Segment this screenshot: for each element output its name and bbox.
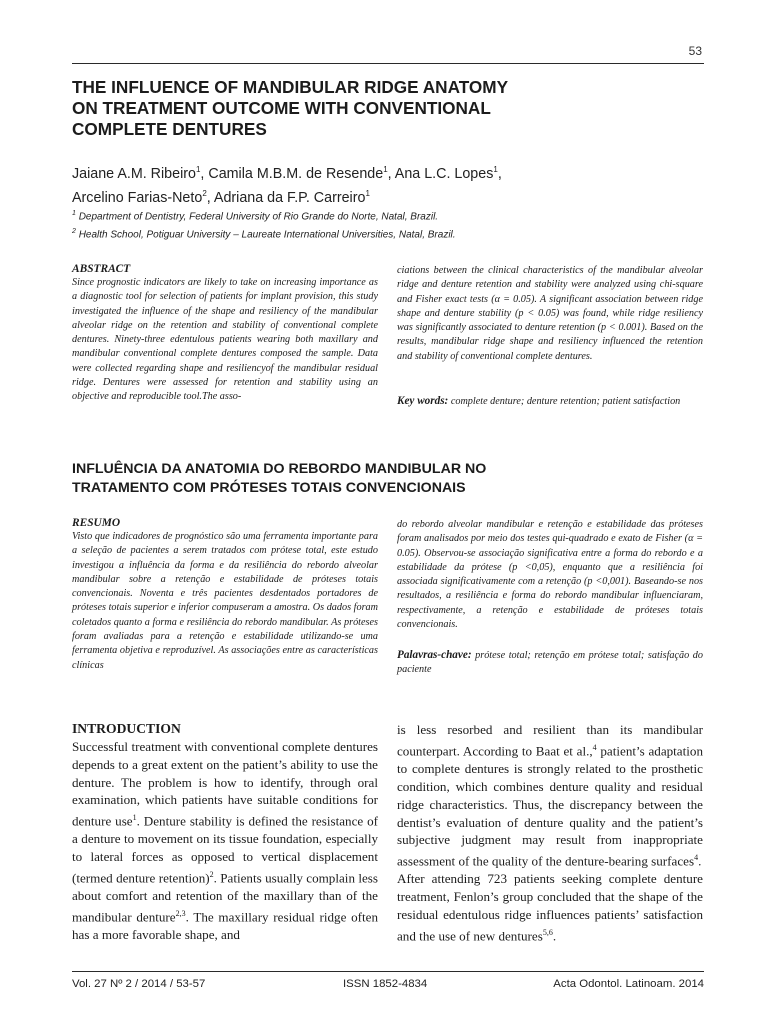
affiliation-text: Department of Dentistry, Federal University of Rio Grande do Norte, Natal, Brazil. (78, 211, 439, 223)
title-line: THE INFLUENCE OF MANDIBULAR RIDGE ANATOMY (72, 77, 509, 97)
affiliation (72, 224, 692, 242)
author-separator: , (206, 189, 214, 206)
author-affiliation-mark: 1 (383, 165, 388, 174)
affiliation-mark: 1 (72, 210, 76, 217)
title-line: ON TREATMENT OUTCOME WITH CONVENTIONAL (72, 98, 491, 118)
author-name: Arcelino Farias-Neto (72, 189, 203, 206)
author-separator: , (497, 165, 502, 182)
author-separator: , (387, 165, 395, 182)
intro-text: patient’s adaptation to complete dentures is strongly related to the prosthetic condition, which combines denture quality and residual ridge characteristics. Thus, the discrepancy between the dentist’s evaluation of denture quality and the patient’s subjective judgment may result from inappropriate assessment of the quality of the denture-bearing surfaces (397, 743, 703, 869)
palavras-chave (397, 648, 706, 678)
abstract-text-left: Since prognostic indicators are likely to take on increasing importance as a diagnostic tool for selection of patients for implant provision, this study investigated the influence of the shape and resiliency of the mandibular alveolar ridge on the retention and stability of conventional complete dentures. Ninety-three edentulous patients wearing both maxillary and mandibular conventional complete dentures composed the sample. Data were collected regarding shape and resiliencyof the mandibular residual ridge. Dentures were assessed for retention and stability using an objective and reproducible tool.The asso- (72, 277, 378, 403)
citation: 2 (209, 870, 214, 880)
affiliation (72, 206, 692, 224)
citation: 4 (694, 853, 699, 863)
paragraph (397, 870, 703, 945)
intro-text: . Patients usually complain less about comfort and retention of the maxillary than of the mandibular denture (72, 870, 378, 925)
citation: 4 (592, 742, 597, 752)
citation: 1 (132, 813, 137, 823)
abstract-text-right: ciations between the clinical characteristics of the mandibular alveolar ridge and denture retention and stability were analyzed using chi-square and Fisher exact tests (α = 0.05). A significant association between ridge shape and denture stability (p < 0.05) was found, while ridge resiliency was significantly associated to denture retention (p < 0.001). Based on the results, mandibular ridge shape and resiliency influenced the retention and stability of conventional complete dentures. (397, 265, 703, 362)
paragraph (397, 721, 703, 870)
keywords-text: complete denture; denture retention; patient satisfaction (448, 396, 681, 407)
palavras-text: prótese total; retenção em prótese total; satisfação do paciente (397, 650, 706, 676)
resumo-text-right: do rebordo alveolar mandibular e retenção e estabilidade das próteses foram analisados por meio dos testes qui-quadrado e exato de Fisher (α = 0.05). Observou-se associação significativa entre a forma do rebordo e a estabilidade da prótese (p <0,05), enquanto que a resiliência foi associada significativamente com a retenção (p <0,001). Baseando-se nos resultados, a resiliência e forma do rebordo mandibular influenciaram, respectivamente, a retenção e estabilidade de próteses totais convencionais. (397, 519, 703, 631)
intro-text: is less resorbed and resilient than its mandibular counterpart. According to Baat et al., (397, 722, 703, 759)
intro-text: After attending 723 patients seeking complete denture treatment, Fenlon’s group concluded that the shape of the residual edentulous ridge influences patients’ satisfaction and the use of new dentures (397, 871, 703, 944)
intro-text: . The maxillary residual ridge often has a more favorable shape, and (72, 909, 378, 943)
page-number: 53 (688, 44, 702, 58)
author-name: Adriana da F.P. Carreiro (213, 189, 366, 206)
author-affiliation-mark: 1 (493, 165, 498, 174)
author-name: Jaiane A.M. Ribeiro (72, 165, 196, 182)
portuguese-title (72, 460, 692, 497)
title-line: COMPLETE DENTURES (72, 119, 267, 139)
resumo-right-column (397, 518, 703, 632)
title-line: INFLUÊNCIA DA ANATOMIA DO REBORDO MANDIBULAR NO (72, 461, 487, 477)
author-separator: , (200, 165, 209, 182)
author-name: Ana L.C. Lopes (394, 165, 494, 182)
author-affiliation-mark: 1 (195, 165, 201, 174)
author-line (72, 184, 692, 208)
affiliations (72, 206, 692, 243)
resumo-text-left: Visto que indicadores de prognóstico são uma ferramenta importante para a seleção de pacientes a serem tratados com prótese total, este estudo investigou a influência da forma e da resiliência do rebordo alveolar mandibular sobre a retenção e estabilidade de próteses totais convencionais. Noventa e três pacientes desdentados portadores de próteses totais superior e inferior compuseram a amostra. Os dados foram coletados quanto a forma e resiliência do rebordo mandibular. As próteses foram avaliadas para a retenção e estabilidade utilizando-se uma ferramenta objetiva e reproduzível. As associações entre as características clínicas (72, 531, 378, 671)
footer-volume: Vol. 27 Nº 2 / 2014 / 53-57 (72, 978, 206, 990)
resumo-left-column (72, 516, 378, 673)
title-line: TRATAMENTO COM PRÓTESES TOTAIS CONVENCIONAIS (72, 479, 466, 496)
author-line (72, 160, 692, 184)
article-title (72, 77, 692, 140)
author-list (72, 160, 692, 208)
body-left-column (72, 720, 378, 944)
keywords-label: Key words: (397, 395, 449, 407)
abstract-heading: ABSTRACT (72, 263, 131, 275)
abstract-right-column (397, 264, 703, 364)
footer-rule (72, 971, 704, 972)
intro-text: . Denture stability is defined the resistance of a denture to movement on its tissue foundation, especially to lateral forces as opposed to vertical displacement (termed denture retention) (72, 813, 378, 886)
author-name: Camila M.B.M. de Resende (208, 165, 384, 182)
body-right-column (397, 721, 703, 945)
citation: 5,6 (542, 928, 553, 937)
affiliation-text: Health School, Potiguar University – Laureate International Universities, Natal, Brazil. (78, 229, 456, 241)
affiliation-mark: 2 (72, 228, 76, 236)
citation: 2,3 (175, 909, 186, 919)
intro-text: . (698, 853, 702, 869)
author-affiliation-mark: 2 (202, 188, 207, 198)
footer-issn: ISSN 1852-4834 (343, 978, 428, 990)
palavras-label: Palavras-chave: (397, 649, 472, 661)
header-rule (72, 63, 704, 64)
author-affiliation-mark: 1 (365, 188, 370, 198)
resumo-heading: RESUMO (72, 517, 121, 529)
abstract-left-column (72, 262, 378, 405)
intro-text: . (552, 928, 557, 944)
intro-text: Successful treatment with conventional complete dentures depends to a great extent on the patient’s ability to use the denture. The problem is how to identify, through oral examination, which patients have suitable conditions for denture use (72, 738, 378, 829)
footer-journal: Acta Odontol. Latinoam. 2014 (553, 978, 704, 990)
keywords (397, 394, 703, 409)
introduction-heading: INTRODUCTION (72, 721, 181, 736)
